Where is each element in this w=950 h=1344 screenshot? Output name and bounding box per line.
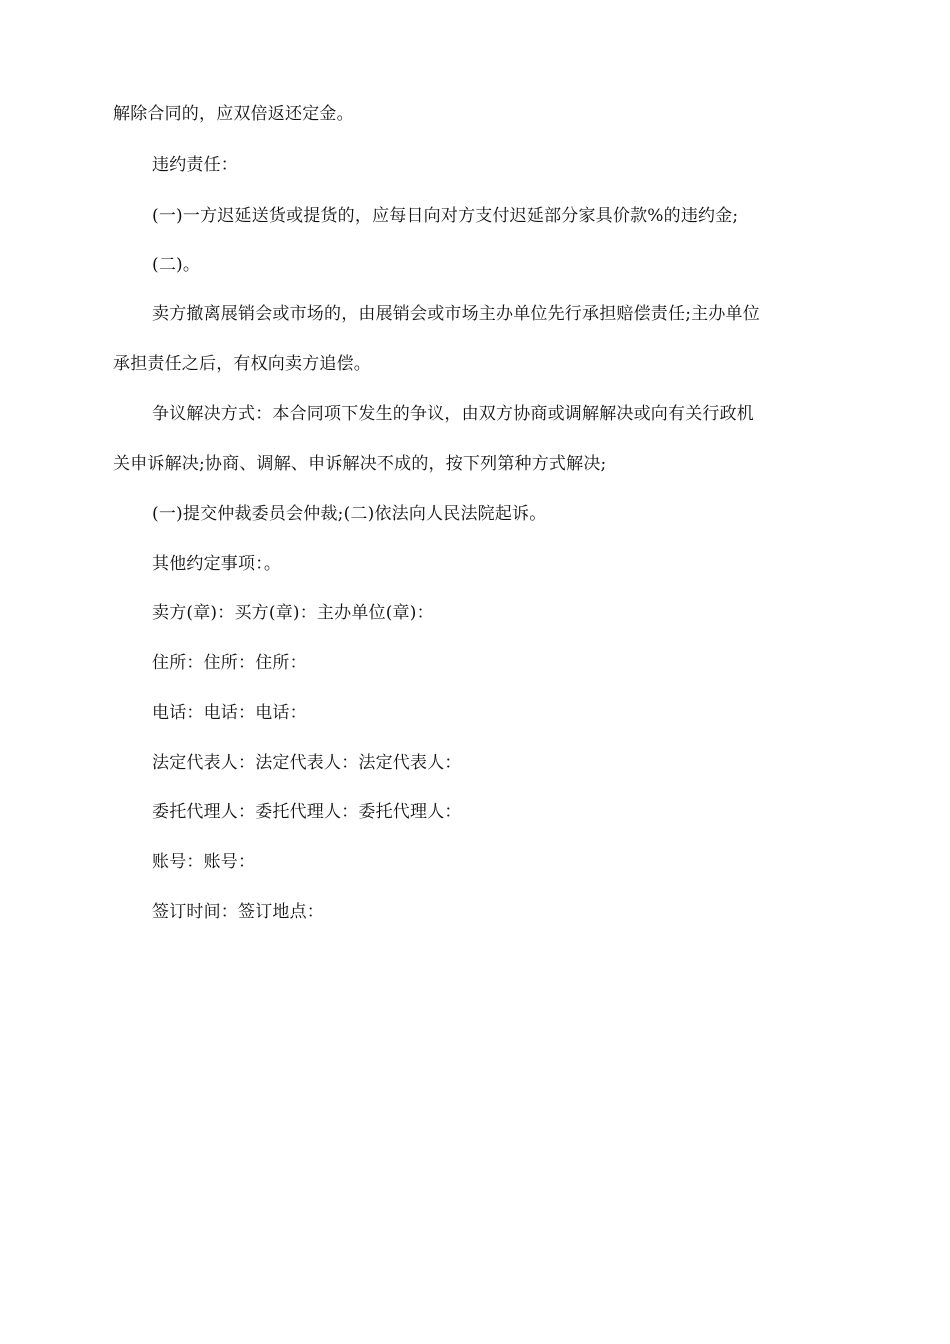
text-line-4: (二)。: [152, 255, 201, 275]
text-line-15: 委托代理人：委托代理人：委托代理人：: [152, 802, 462, 822]
text-line-3: (一)一方迟延送货或提货的，应每日向对方支付迟延部分家具价款%的违约金;: [152, 206, 739, 226]
text-line-6: 承担责任之后，有权向卖方追偿。: [113, 354, 371, 374]
text-line-13: 电话：电话：电话：: [152, 703, 307, 723]
text-line-12: 住所：住所：住所：: [152, 653, 307, 673]
text-line-9: (一)提交仲裁委员会仲裁;(二)依法向人民法院起诉。: [152, 504, 547, 524]
text-line-5: 卖方撤离展销会或市场的，由展销会或市场主办单位先行承担赔偿责任;主办单位: [152, 304, 760, 324]
text-line-14: 法定代表人：法定代表人：法定代表人：: [152, 753, 462, 773]
text-line-1: 解除合同的，应双倍返还定金。: [113, 104, 354, 124]
text-line-10: 其他约定事项：。: [152, 554, 282, 574]
text-line-2: 违约责任：: [152, 155, 238, 175]
text-line-11: 卖方(章)：买方(章)：主办单位(章)：: [152, 603, 434, 623]
text-line-17: 签订时间：签订地点：: [152, 902, 324, 922]
text-line-16: 账号：账号：: [152, 852, 256, 872]
text-line-7: 争议解决方式：本合同项下发生的争议，由双方协商或调解解决或向有关行政机: [152, 404, 754, 424]
text-line-8: 关申诉解决;协商、调解、申诉解决不成的，按下列第种方式解决;: [113, 454, 607, 474]
